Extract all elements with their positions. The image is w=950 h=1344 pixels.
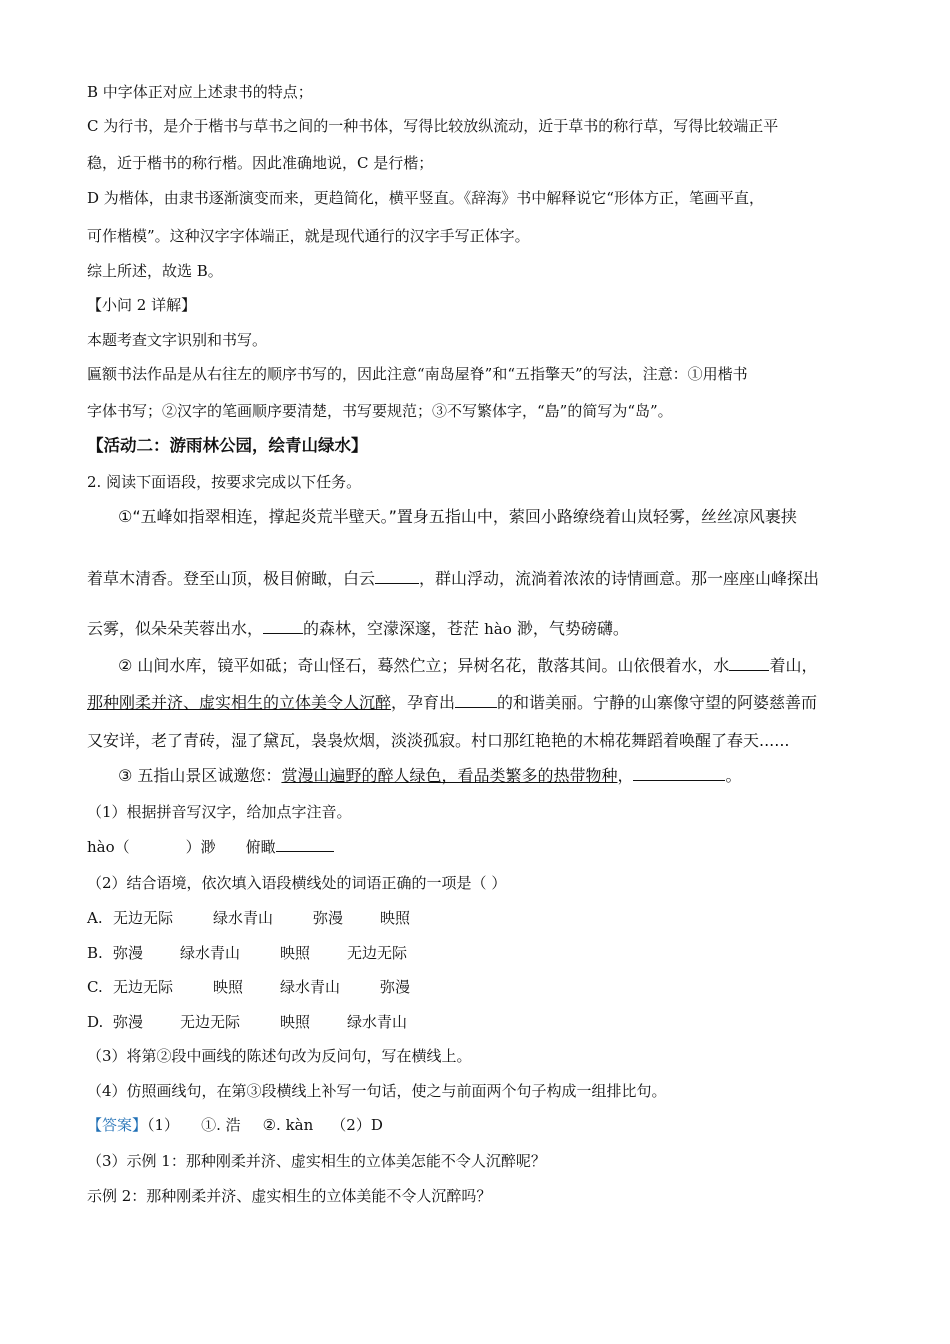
question-2: （2）结合语境，依次填入语段横线处的词语正确的一项是（ ） — [87, 874, 507, 892]
p2-l2-text-a: ，孕育出 — [391, 693, 456, 712]
passage-p2-line-2 — [87, 693, 817, 713]
p3-text-c: 。 — [725, 766, 742, 785]
option-word: 映照 — [380, 909, 411, 927]
sub2-line-3: 字体书写；②汉字的笔画顺序要清楚，书写要规范；③不写繁体字，“島”的简写为“岛”。 — [87, 402, 673, 420]
answer-1-label: （1） — [147, 1116, 180, 1134]
p1-l3-text-c: 渺，气势磅礴。 — [511, 619, 629, 638]
option-b — [87, 943, 407, 963]
answer-3-example-1: （3）示例 1：那种刚柔并济、虚实相生的立体美怎能不令人沉醉呢？ — [87, 1152, 546, 1170]
question-2-intro: 2. 阅读下面语段，按要求完成以下任务。 — [87, 473, 362, 491]
activity-2-title: 【活动二：游雨林公园，绘青山绿水】 — [87, 436, 368, 455]
answer-line — [87, 1115, 383, 1135]
option-word: 绿水青山 — [180, 944, 241, 962]
passage-p2-line-3: 又安详，老了青砖，湿了黛瓦，袅袅炊烟，淡淡孤寂。村口那红艳艳的木棉花舞蹈着唤醒了春天...... — [87, 731, 790, 750]
option-word: 绿水青山 — [280, 978, 341, 996]
analysis-line-b: B 中字体正对应上述隶书的特点； — [87, 83, 313, 101]
underlined-sentence-2: 赏漫山遍野的醉人绿色，看品类繁多的热带物种 — [281, 766, 618, 785]
option-word: 无边无际 — [180, 1013, 241, 1031]
p3-text-b: ， — [617, 766, 634, 785]
analysis-line-d1: D 为楷体，由隶书逐渐演变而来，更趋简化，横平竖直。《辞海》书中解释说它“形体方正，笔画平直， — [87, 189, 764, 207]
analysis-line-d2: 可作楷模”。这种汉字字体端正，就是现代通行的汉字手写正体字。 — [87, 227, 530, 245]
option-word: 映照 — [280, 1013, 311, 1031]
question-3: （3）将第②段中画线的陈述句改为反问句，写在横线上。 — [87, 1047, 472, 1065]
sub-question-2-title: 【小问 2 详解】 — [87, 296, 197, 314]
answer-1-1: ①. 浩 — [201, 1116, 241, 1134]
p3-text-a: ③ 五指山景区诚邀您： — [118, 766, 282, 785]
sub2-line-2: 匾额书法作品是从右往左的顺序书写的，因此注意“南岛屋脊”和“五指擎天”的写法，注意：①用楷书 — [87, 365, 748, 383]
question-1: （1）根据拼音写汉字，给加点字注音。 — [87, 803, 352, 821]
analysis-line-c1: C 为行书，是介于楷书与草书之间的一种书体，写得比较放纵流动，近于草书的称行草，写得比较端正平 — [87, 117, 779, 135]
fill-blank-2 — [263, 619, 303, 634]
p2-l1-text-b: 着山， — [769, 656, 818, 675]
option-word: 弥漫 — [113, 1013, 144, 1031]
option-word: 弥漫 — [313, 909, 344, 927]
q1-miao: ）渺 — [185, 838, 216, 856]
option-word: 无边无际 — [113, 978, 174, 996]
sub2-line-1: 本题考查文字识别和书写。 — [87, 331, 268, 349]
option-word: 映照 — [280, 944, 311, 962]
option-label: C. — [87, 978, 103, 996]
p1-l2-text-a: 着草木清香。登至山顶，极目俯瞰，白云 — [87, 569, 376, 588]
q1-blank — [276, 837, 334, 852]
fill-blank-1 — [375, 569, 419, 584]
option-word: 无边无际 — [113, 909, 174, 927]
option-d — [87, 1012, 407, 1032]
passage-p1-line-3 — [87, 619, 629, 639]
passage-p2-line-1 — [118, 656, 817, 676]
p2-l2-text-b: 的和谐美丽。宁静的山寨像守望的阿婆慈善而 — [497, 693, 818, 712]
option-label: B. — [87, 944, 103, 962]
analysis-conclusion: 综上所述，故选 B。 — [87, 262, 223, 280]
option-label: D. — [87, 1013, 104, 1031]
q1-hao: hào（ — [87, 838, 130, 856]
p1-l3-text-b: 的森林，空濛深邃，苍茫 — [303, 619, 485, 638]
p1-l3-text-a: 云雾，似朵朵芙蓉出水， — [87, 619, 264, 638]
option-a — [87, 908, 410, 928]
q1-fukan: 俯瞰 — [245, 838, 276, 856]
option-word: 无边无际 — [347, 944, 408, 962]
option-word: 绿水青山 — [347, 1013, 408, 1031]
question-1-answer-line — [87, 837, 334, 857]
passage-p3-line — [118, 766, 741, 786]
option-c — [87, 977, 410, 997]
pinyin-hao: hào — [484, 620, 512, 638]
option-word: 弥漫 — [380, 978, 411, 996]
answer-1-2: ②. kàn — [262, 1116, 314, 1134]
p1-l2-text-b: ，群山浮动，流淌着浓浓的诗情画意。那一座座山峰探出 — [419, 569, 820, 588]
option-label: A. — [87, 909, 103, 927]
fill-blank-3 — [729, 656, 769, 671]
option-word: 映照 — [213, 978, 244, 996]
analysis-line-c2: 稳，近于楷书的称行楷。因此准确地说，C 是行楷； — [87, 154, 434, 172]
option-word: 弥漫 — [113, 944, 144, 962]
p2-l1-text-a: ② 山间水库，镜平如砥；奇山怪石，蓦然伫立；异树名花，散落其间。山依偎着水，水 — [118, 656, 730, 675]
underlined-sentence-1: 那种刚柔并济、虚实相生的立体美令人沉醉 — [87, 693, 392, 712]
fill-blank-4 — [455, 693, 497, 708]
question-4: （4）仿照画线句，在第③段横线上补写一句话，使之与前面两个句子构成一组排比句。 — [87, 1082, 667, 1100]
passage-p1-line-2 — [87, 569, 819, 589]
answer-2: （2）D — [331, 1116, 383, 1134]
fill-blank-5 — [633, 766, 725, 781]
answer-3-example-2: 示例 2：那种刚柔并济、虚实相生的立体美能不令人沉醉吗？ — [87, 1187, 492, 1205]
option-word: 绿水青山 — [213, 909, 274, 927]
answer-tag: 【答案】 — [87, 1116, 148, 1134]
passage-p1-line-1: ①“五峰如指翠相连，撑起炎荒半壁天。”置身五指山中，萦回小路缭绕着山岚轻雾，丝丝凉风裹挟 — [118, 507, 797, 526]
